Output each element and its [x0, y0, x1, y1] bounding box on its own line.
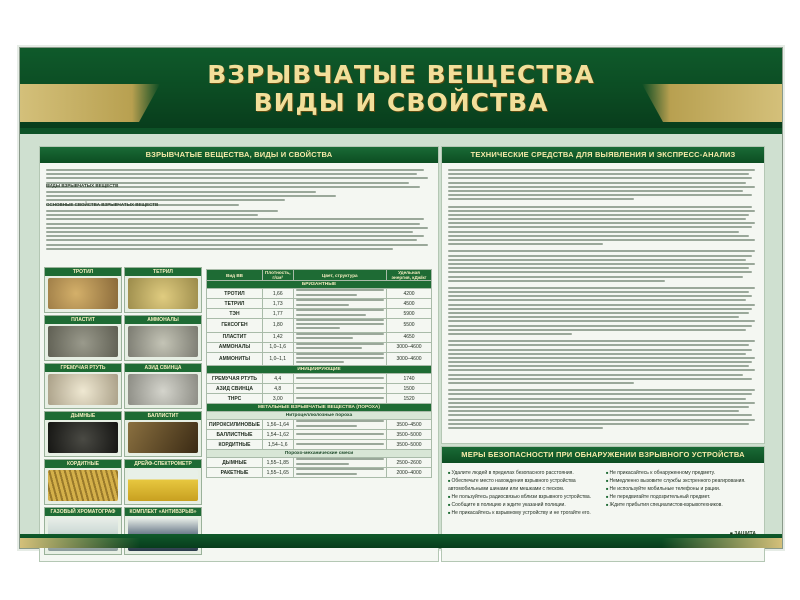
poster-title-line2: ВИДЫ И СВОЙСТВА: [253, 88, 549, 117]
table-section-row: ИНИЦИИРУЮЩИЕ: [207, 366, 432, 374]
table-row: ТРОТИЛ 1,66 4200: [207, 289, 432, 299]
image-ballistite: [128, 422, 198, 453]
image-label: ПЛАСТИТ: [45, 316, 121, 324]
footer-gold-left: [20, 538, 140, 548]
table-row: ПИРОКСИЛИНОВЫЕ 1,56–1,64 3500–4500: [207, 420, 432, 430]
image-cordite: [48, 470, 118, 501]
image-plastite: [48, 326, 118, 357]
table-row: ТЕТРИЛ 1,73 4500: [207, 299, 432, 309]
image-tntrotil: [48, 278, 118, 309]
image-ammonals: [128, 326, 198, 357]
table-header-cell: Плотность, г/см³: [262, 270, 293, 281]
image-cell: [44, 459, 122, 505]
table-row: КОРДИТНЫЕ 1,54–1,6 3500–5000: [207, 440, 432, 450]
image-cell: [124, 411, 202, 457]
right-panel-header: ТЕХНИЧЕСКИЕ СРЕДСТВА ДЛЯ ВЫЯВЛЕНИЯ И ЭКСПРЕСС-АНАЛИЗ: [442, 147, 764, 163]
image-label: КОМПЛЕКТ «АНТИВЗРЫВ»: [125, 508, 201, 516]
table-row: РАКЕТНЫЕ 1,55–1,65 2000–4000: [207, 468, 432, 478]
image-label: ТРОТИЛ: [45, 268, 121, 276]
image-tetryl: [128, 278, 198, 309]
image-label: ГАЗОВЫЙ ХРОМАТОГРАФ: [45, 508, 121, 516]
image-drift-spectrometer: [128, 470, 198, 501]
list-item: ■ Немедленно вызовите службы экстренного реагирования.: [606, 477, 756, 485]
image-smoky-powder: [48, 422, 118, 453]
image-label: АММОНАЛЫ: [125, 316, 201, 324]
subhead-types: ВИДЫ ВЗРЫВЧАТЫХ ВЕЩЕСТВ: [46, 183, 119, 188]
list-item: ■ Не прикасайтесь к взрывному устройству и не трогайте его.: [448, 509, 598, 517]
left-panel-properties-text: [46, 210, 432, 252]
table-row: БАЛЛИСТНЫЕ 1,54–1,62 3500–5000: [207, 430, 432, 440]
image-cell: [44, 363, 122, 409]
image-label: БАЛЛИСТИТ: [125, 412, 201, 420]
table-row: АММОНИТЫ 1,0–1,1 3000–4600: [207, 352, 432, 366]
image-label: ДРЕЙФ-СПЕКТРОМЕТР: [125, 460, 201, 468]
right-panel-text: [448, 169, 758, 431]
table-row: ГРЕМУЧАЯ РТУТЬ 4,4 1740: [207, 374, 432, 384]
image-label: ТЕТРИЛ: [125, 268, 201, 276]
safety-panel-header: МЕРЫ БЕЗОПАСНОСТИ ПРИ ОБНАРУЖЕНИИ ВЗРЫВНОГО УСТРОЙСТВА: [442, 447, 764, 463]
image-cell: [44, 315, 122, 361]
image-lead-azide: [128, 374, 198, 405]
table-subsection-row: Порохо-механические смеси: [207, 450, 432, 458]
table-section-row: МЕТАЛЬНЫЕ ВЗРЫВЧАТЫЕ ВЕЩЕСТВА (ПОРОХА): [207, 404, 432, 412]
image-mercury-fulminate: [48, 374, 118, 405]
list-item: ■ Не прикасайтесь к обнаруженному предмету.: [606, 469, 756, 477]
explosives-table: [206, 269, 432, 478]
list-item: ■ Не передвигайте подозрительный предмет.: [606, 493, 756, 501]
list-item: ■ Сообщите в полицию и ждите указаний полиции.: [448, 501, 598, 509]
poster-footer: [20, 534, 782, 548]
table-subsection-row: Нитроцеллюлозные пороха: [207, 412, 432, 420]
subhead-properties: ОСНОВНЫЕ СВОЙСТВА ВЗРЫВЧАТЫХ ВЕЩЕСТВ: [46, 202, 159, 207]
footer-gold-right: [662, 538, 782, 548]
table-row: ТЭН 1,77 5900: [207, 309, 432, 319]
list-item: ■ Не используйте мобильные телефоны и рации.: [606, 485, 756, 493]
list-item: ■ Обеспечьте место нахождения взрывного устройства автомобильными шинами или мешками с песком.: [448, 477, 598, 493]
table-row: ТНРС 3,00 1520: [207, 394, 432, 404]
table-section-row: БРИЗАНТНЫЕ: [207, 281, 432, 289]
image-label: АЗИД СВИНЦА: [125, 364, 201, 372]
poster-title-line1: ВЗРЫВЧАТЫЕ ВЕЩЕСТВА: [207, 60, 595, 89]
left-panel-header: ВЗРЫВЧАТЫЕ ВЕЩЕСТВА, ВИДЫ И СВОЙСТВА: [40, 147, 438, 163]
poster-frame: [19, 47, 783, 549]
table-row: АЗИД СВИНЦА 4,8 1500: [207, 384, 432, 394]
list-item: ■ Ждите прибытия специалистов-взрывотехников.: [606, 501, 756, 509]
image-cell: [124, 267, 202, 313]
publisher-logo: ■ ЗАЩИТА: [729, 531, 756, 537]
title-banner: [20, 48, 782, 128]
image-label: КОРДИТНЫЕ: [45, 460, 121, 468]
image-cell: [44, 411, 122, 457]
image-cell: [44, 267, 122, 313]
safety-list-left: [448, 469, 598, 517]
table-header-cell: Вид ВВ: [207, 270, 263, 281]
left-panel: [39, 146, 439, 562]
table-row: АММОНАЛЫ 1,0–1,6 3000–4600: [207, 342, 432, 352]
table-header-cell: Удельная энергия, кДж/кг: [387, 270, 432, 281]
list-item: ■ Удалите людей в пределах безопасного расстояния.: [448, 469, 598, 477]
table-row: ДЫМНЫЕ 1,55–1,85 2500–2600: [207, 458, 432, 468]
image-cell: [124, 363, 202, 409]
safety-list-right: [606, 469, 756, 509]
table-header-cell: Цвет, структура: [293, 270, 386, 281]
explosives-image-grid: [44, 267, 204, 557]
image-label: ГРЕМУЧАЯ РТУТЬ: [45, 364, 121, 372]
image-cell: [124, 315, 202, 361]
image-cell: [124, 459, 202, 505]
table-row: ГЕКСОГЕН 1,80 5500: [207, 319, 432, 333]
image-label: ДЫМНЫЕ: [45, 412, 121, 420]
banner-strip: [20, 128, 782, 134]
list-item: ■ Не пользуйтесь радиосвязью вблизи взрывного устройства.: [448, 493, 598, 501]
table-row: ПЛАСТИТ 1,42 4650: [207, 332, 432, 342]
right-panel: [441, 146, 765, 444]
table-header-row: [207, 270, 432, 281]
